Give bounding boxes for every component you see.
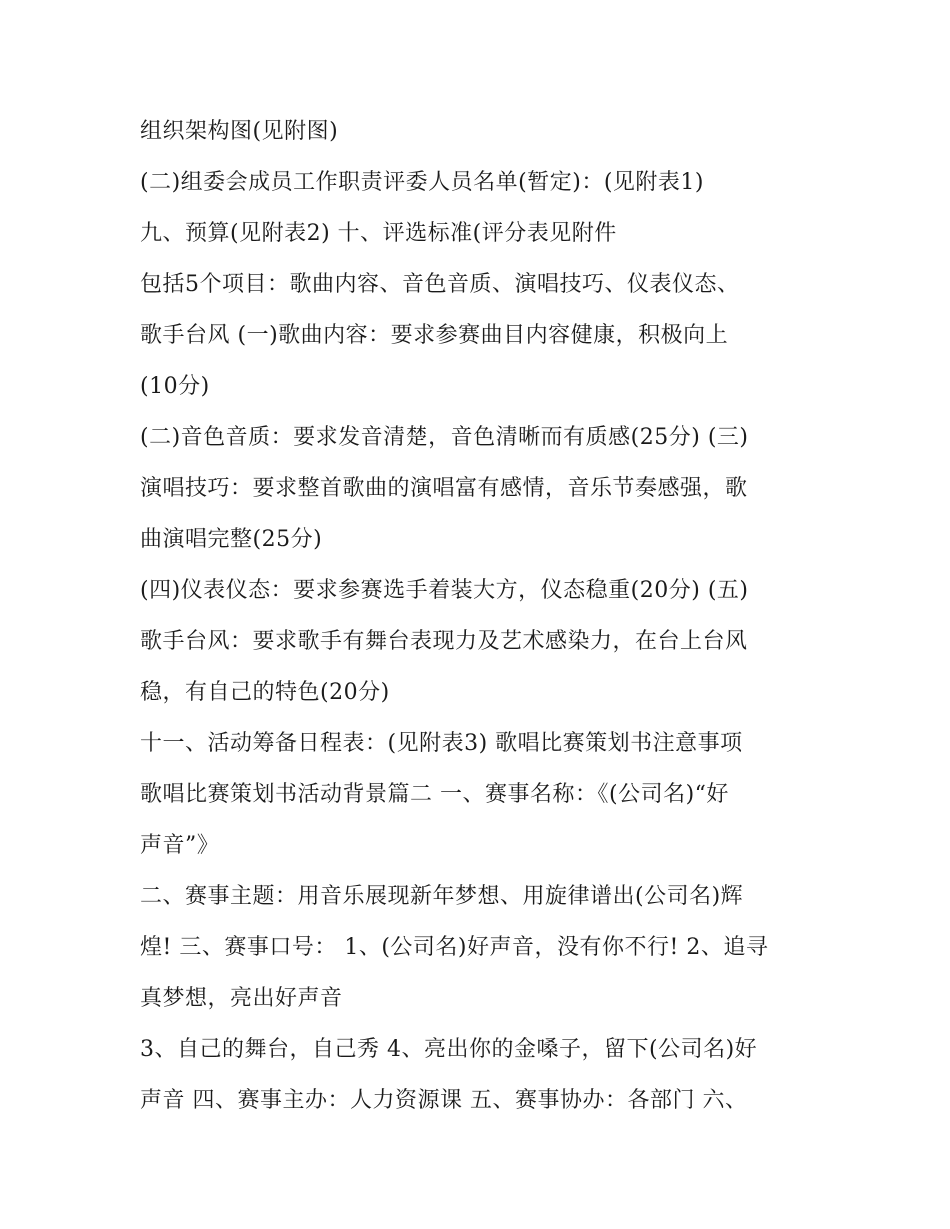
text-line: (10分) — [140, 374, 210, 399]
text-line: 组织架构图(见附图) — [140, 119, 339, 144]
text-line: (二)组委会成员工作职责评委人员名单(暂定)：(见附表1) — [140, 170, 704, 195]
text-line: 煌! 三、赛事口号： 1、(公司名)好声音，没有你不行! 2、追寻 — [140, 935, 769, 960]
text-line: 演唱技巧：要求整首歌曲的演唱富有感情，音乐节奏感强，歌 — [140, 476, 748, 501]
text-line: 歌唱比赛策划书活动背景篇二 一、赛事名称：《(公司名)“好 — [140, 782, 729, 807]
text-line: 稳，有自己的特色(20分) — [140, 680, 390, 705]
text-line: (四)仪表仪态：要求参赛选手着装大方，仪态稳重(20分) (五) — [140, 578, 749, 603]
text-line: 声音”》 — [140, 833, 220, 858]
text-line: 3、自己的舞台，自己秀 4、亮出你的金嗓子，留下(公司名)好 — [140, 1037, 758, 1062]
text-line: 歌手台风：要求歌手有舞台表现力及艺术感染力，在台上台风 — [140, 629, 748, 654]
text-line: 十一、活动筹备日程表：(见附表3) 歌唱比赛策划书注意事项 — [140, 731, 743, 756]
text-line: 二、赛事主题：用音乐展现新年梦想、用旋律谱出(公司名)辉 — [140, 884, 744, 909]
text-line: 曲演唱完整(25分) — [140, 527, 323, 552]
text-line: 包括5个项目：歌曲内容、音色音质、演唱技巧、仪表仪态、 — [140, 272, 740, 297]
text-line: 九、预算(见附表2) 十、评选标准(评分表见附件 — [140, 221, 617, 246]
document-body — [140, 106, 820, 1126]
text-line: 真梦想，亮出好声音 — [140, 986, 343, 1011]
text-line: (二)音色音质：要求发音清楚，音色清晰而有质感(25分) (三) — [140, 425, 749, 450]
text-line: 声音 四、赛事主办：人力资源课 五、赛事协办：各部门 六、 — [140, 1088, 748, 1113]
text-line: 歌手台风 (一)歌曲内容：要求参赛曲目内容健康，积极向上 — [140, 323, 729, 348]
